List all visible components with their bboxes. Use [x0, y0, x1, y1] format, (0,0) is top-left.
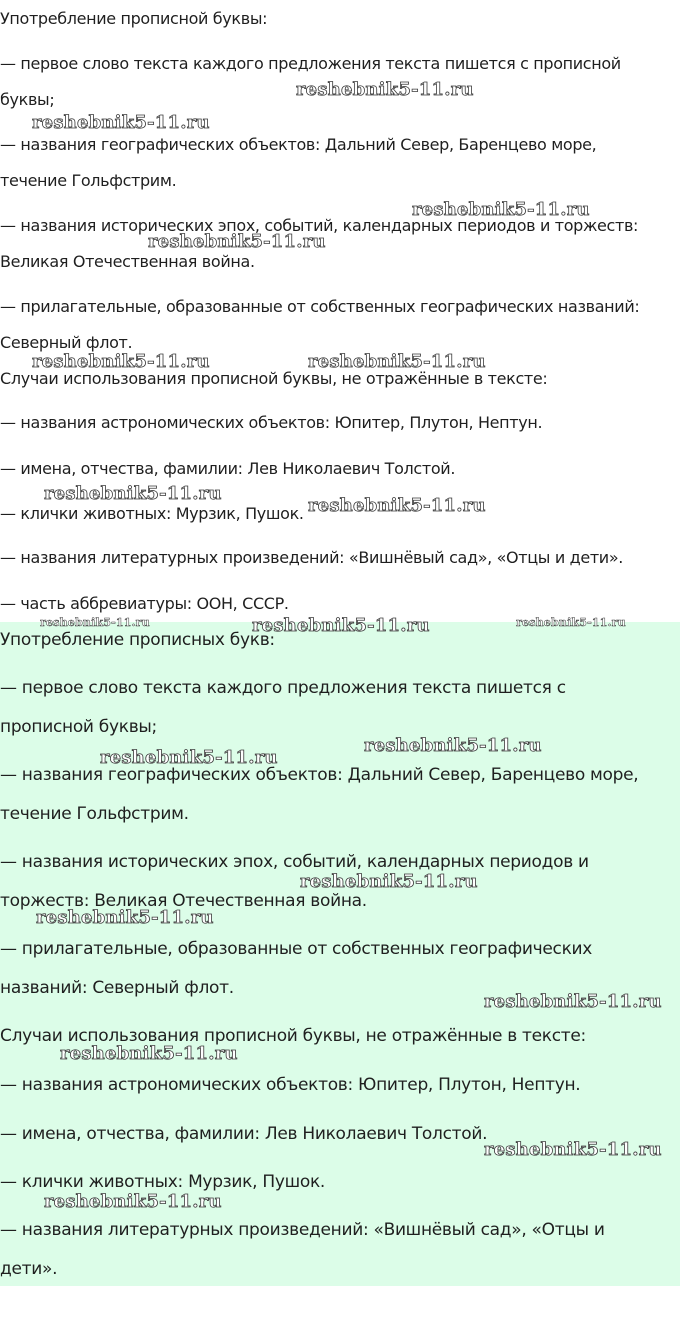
watermark: reshebnik5-11.ru: [364, 735, 542, 756]
text-line: — клички животных: Мурзик, Пушок.: [0, 1172, 326, 1192]
watermark: reshebnik5-11.ru: [252, 615, 430, 636]
text-line: — названия исторических эпох, событий, календарных периодов и торжеств:: [0, 216, 639, 235]
watermark: reshebnik5-11.ru: [32, 351, 210, 372]
text-line: течение Гольфстрим.: [0, 804, 189, 824]
watermark: reshebnik5-11.ru: [100, 747, 278, 768]
text-line: — клички животных: Мурзик, Пушок.: [0, 504, 304, 523]
section2-heading: Употребление прописных букв:: [0, 630, 275, 650]
section2-subheading: Случаи использования прописной буквы, не отражённые в тексте:: [0, 1026, 586, 1046]
watermark: reshebnik5-11.ru: [308, 351, 486, 372]
watermark: reshebnik5-11.ru: [412, 199, 590, 220]
text-line: — названия астрономических объектов: Юпитер, Плутон, Нептун.: [0, 1075, 581, 1095]
watermark: reshebnik5-11.ru: [308, 495, 486, 516]
text-line: названий: Северный флот.: [0, 978, 234, 998]
text-line: Великая Отечественная война.: [0, 252, 255, 271]
watermark: reshebnik5-11.ru: [300, 871, 478, 892]
answer-block-highlighted: [0, 622, 680, 1286]
text-line: — часть аббревиатуры: ООН, СССР.: [0, 594, 289, 613]
watermark: reshebnik5-11.ru: [484, 1139, 662, 1160]
text-line: — названия исторических эпох, событий, календарных периодов и: [0, 852, 589, 872]
text-line: — прилагательные, образованные от собственных географических: [0, 939, 593, 959]
watermark: reshebnik5-11.ru: [36, 907, 214, 928]
text-line: течение Гольфстрим.: [0, 171, 177, 190]
section1-heading: Употребление прописной буквы:: [0, 9, 268, 28]
text-line: — имена, отчества, фамилии: Лев Николаевич Толстой.: [0, 1124, 488, 1144]
watermark: reshebnik5-11.ru: [40, 616, 150, 629]
text-line: — прилагательные, образованные от собственных географических названий:: [0, 297, 640, 316]
watermark: reshebnik5-11.ru: [32, 112, 210, 133]
section1-subheading: Случаи использования прописной буквы, не отражённые в тексте:: [0, 369, 548, 388]
text-line: — названия литературных произведений: «Вишнёвый сад», «Отцы и дети».: [0, 548, 624, 567]
text-line: — названия географических объектов: Дальний Север, Баренцево море,: [0, 135, 597, 154]
text-line: буквы;: [0, 90, 55, 109]
text-line: Северный флот.: [0, 333, 133, 352]
watermark: reshebnik5-11.ru: [296, 79, 474, 100]
text-line: — названия литературных произведений: «Вишнёвый сад», «Отцы и: [0, 1220, 605, 1240]
text-line: — имена, отчества, фамилии: Лев Николаевич Толстой.: [0, 459, 456, 478]
text-line: — названия астрономических объектов: Юпитер, Плутон, Нептун.: [0, 413, 543, 432]
watermark: reshebnik5-11.ru: [44, 1191, 222, 1212]
text-line: дети».: [0, 1259, 58, 1279]
text-line: — названия географических объектов: Дальний Север, Баренцево море,: [0, 765, 639, 785]
answer-block-plain: [0, 0, 680, 622]
text-line: — первое слово текста каждого предложения текста пишется с: [0, 678, 566, 698]
watermark: reshebnik5-11.ru: [516, 616, 626, 629]
text-line: торжеств: Великая Отечественная война.: [0, 891, 367, 911]
text-line: — первое слово текста каждого предложения текста пишется с прописной: [0, 54, 621, 73]
text-line: прописной буквы;: [0, 717, 157, 737]
watermark: reshebnik5-11.ru: [60, 1043, 238, 1064]
watermark: reshebnik5-11.ru: [148, 231, 326, 252]
watermark: reshebnik5-11.ru: [44, 483, 222, 504]
watermark: reshebnik5-11.ru: [484, 991, 662, 1012]
